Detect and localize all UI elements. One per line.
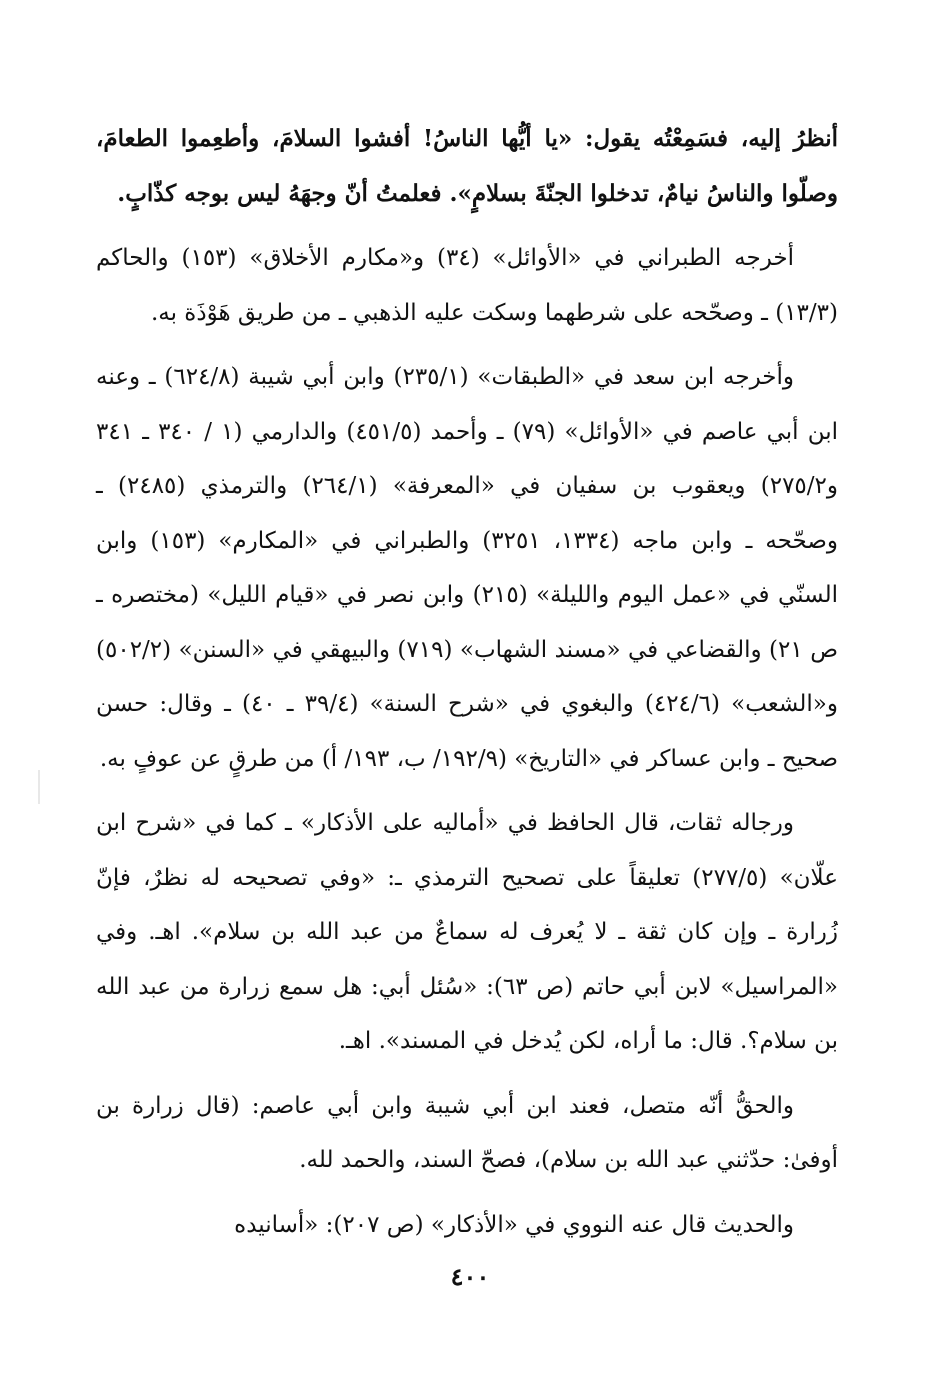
paragraph-nawawi: والحديث قال عنه النووي في «الأذكار» (ص ٢٠٧): «أسانيده — [234, 1211, 794, 1238]
page-number: ٤٠٠ — [450, 1262, 490, 1291]
paragraph-muttasil: والحقُّ أنّه متصل، فعند ابن أبي شيبة وابن أبي عاصم: (قال زرارة بن أوفىٰ: حدّثني عبد الله بن سلام)، فصحّ السند، والحمد لله. — [96, 1092, 838, 1173]
paragraph-rijal-thiqat: ورجاله ثقات، قال الحافظ في «أماليه على الأذكار» ـ كما في «شرح ابن علّان» (٢٧٧/٥) تعليقاً على تصحيح الترمذي ـ: «وفي تصحيحه له نظرٌ، فإنّ زُرارة ـ وإن كان ثقة ـ لا يُعرف له سماعٌ من عبد الله بن سلام». اهـ. وفي «المراسيل» لابن أبي حاتم (ص ٦٣): «سُئل أبي: هل سمع زرارة من عبد الله بن سلام؟. قال: ما أراه، لكن يُدخل في المسند». اهـ. — [96, 810, 838, 1054]
paragraph-takhrij-ibn-saad: وأخرجه ابن سعد في «الطبقات» (٢٣٥/١) وابن أبي شيبة (٦٢٤/٨) ـ وعنه ابن أبي عاصم في «الأوائل» (٧٩) ـ وأحمد (٤٥١/٥) والدارمي (١ / ٣٤٠ ـ ٣٤١ و٢٧٥/٢) ويعقوب بن سفيان في «المعرفة» (٢٦٤/١) والترمذي (٢٤٨٥) ـ وصحّحه ـ وابن ماجه (١٣٣٤، ٣٢٥١) والطبراني في «المكارم» (١٥٣) وابن السنّي في «عمل اليوم والليلة» (٢١٥) وابن نصر في «قيام الليل» (مختصره ـ ص ٢١) والقضاعي في «مسند الشهاب» (٧١٩) والبيهقي في «السنن» (٥٠٢/٢) و«الشعب» (٤٢٤/٦) والبغوي في «شرح السنة» (٣٩/٤ ـ ٤٠) ـ وقال: حسن صحيح ـ وابن عساكر في «التاريخ» (١٩٢/٩/ ب، ١٩٣/ أ) من طرقٍ عن عوفٍ به. — [96, 364, 839, 772]
margin-scan-mark — [38, 770, 40, 804]
paragraph-hadith-text: أنظرُ إليه، فسَمِعْتُه يقول: «يا أيُّها الناسُ! أفشوا السلامَ، وأطعِموا الطعامَ، وصلّوا والناسُ نيامٌ، تدخلوا الجنّةَ بسلامٍ». فعلمتُ أنّ وجهَهُ ليس بوجه كذّابٍ. — [96, 125, 838, 207]
document-page — [96, 112, 838, 1312]
paragraph-takhrij-tabarani: أخرجه الطبراني في «الأوائل» (٣٤) و«مكارم الأخلاق» (١٥٣) والحاكم (١٣/٣) ـ وصحّحه على شرطهما وسكت عليه الذهبي ـ من طريق هَوْذَة به. — [96, 245, 838, 326]
